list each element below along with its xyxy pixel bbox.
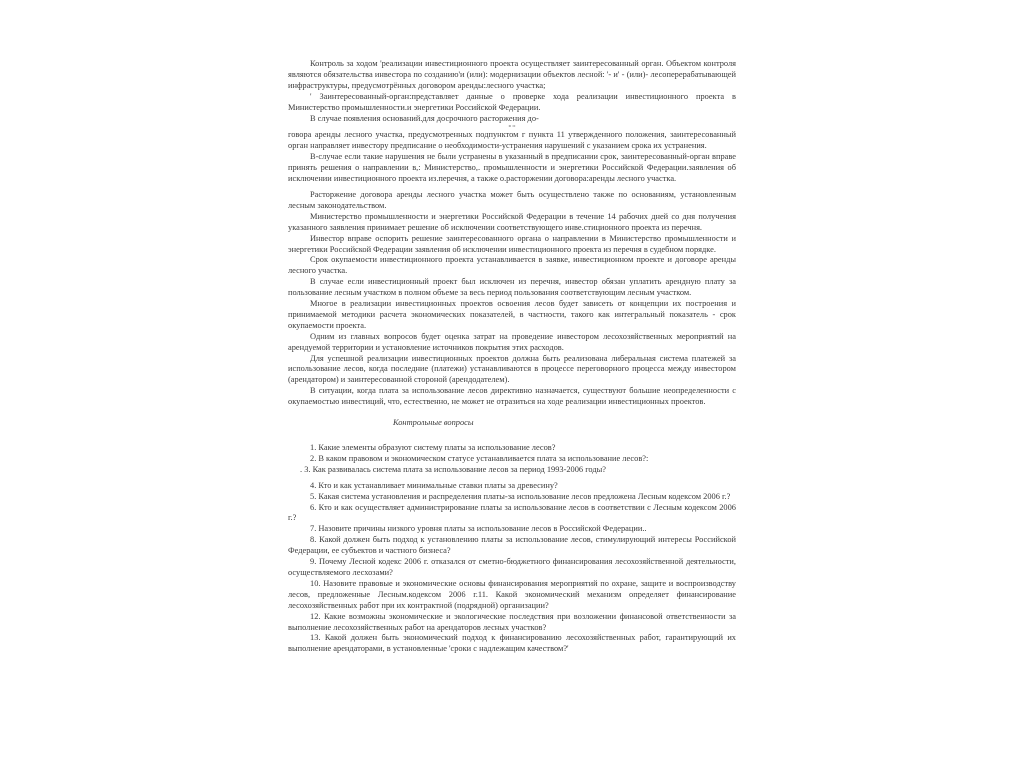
paragraph: Для успешной реализации инвестиционных проектов должна быть реализована либеральная система платежей за использование лесов, когда последние (платежи) устанавливаются в процессе переговорного процесса между инвестором (арендатором) и заинтересованной стороной (арендодателем). bbox=[288, 353, 736, 385]
question-item: 9. Почему Лесной кодекс 2006 г. отказался от сметно-бюджетного финансирования лесохозяйственной деятельности, осуществляемого лесхозами? bbox=[288, 557, 736, 577]
question-item: 6. Кто и как осуществляет администрирование платы за использование лесов в соответствии с Лесным кодексом 2006 г.? bbox=[288, 502, 736, 523]
section-heading: Контрольные вопросы bbox=[393, 418, 474, 428]
paragraph: В случае если инвестиционный проект был исключен из перечня, инвестор обязан уплатить арендную плату за пользование лесным участком в полном объеме за весь период пользования соответствующим лесным участком. bbox=[288, 277, 736, 298]
question-item: 8. Какой должен быть подход к установлению платы за использование лесов, стимулирующий интересы Российской Федерации, ее субъектов и частного бизнеса? bbox=[288, 535, 736, 556]
paragraph: Контроль за ходом 'реализации инвестиционного проекта осуществляет заинтересованный орган. Объектом контроля являются обязательства инвестора по созданию'и (или): модернизации объектов лесной: '- и' - (или)- лесоперерабатывающей инфраструктуры, предусмотрённых договором аренды:лесного участка; bbox=[288, 59, 736, 90]
paragraph: В-случае если такие нарушения не были устранены в указанный в предписании срок, заинтересованный-орган вправе принять решения о направлении в,: Министерство,. промышленности и энергетики Российской Федерации.заявления об исключении инвестиционного проекта из.перечня, а также о.расторжении договора:аренды лесного участка. bbox=[288, 152, 736, 184]
question-item: . 3. Как развивалась система плата за использование лесов за период 1993-2006 годы? bbox=[300, 464, 606, 474]
question-item: 5. Какая система установления и распределения платы-за использование лесов предложена Лесным кодексом 2006 г.? bbox=[310, 491, 731, 501]
question-item: 10. Назовите правовые и экономические основы финансирования мероприятий по охране, защите и воспроизводству лесов, предложенные Лесным.кодексом 2006 г.11. Какой экономический механизм определяет финансирование лесохозяйственных работ при их контрактной (подрядной) организации? bbox=[288, 578, 736, 610]
paragraph: Министерство промышленности и энергетики Российской Федерации в течение 14 рабочих дней со дня получения указанного заявления принимает решение об исключении соответствующего инве.стиционного проекта из перечня. bbox=[288, 211, 736, 232]
question-item: 1. Какие элементы образуют систему платы за использование лесов? bbox=[310, 443, 556, 452]
document-page bbox=[288, 59, 736, 655]
paragraph: В ситуации, когда плата за использование лесов директивно назначается, существуют большие неопределенности с окупаемостью инвестиций, что, естественно, не может не отразиться на ходе реализации инвестиционных проектов. bbox=[288, 386, 736, 407]
paragraph: В случае появления оснований.для досрочного расторжения до- bbox=[310, 113, 539, 123]
paragraph: говора аренды лесного участка, предусмотренных подпунктом г пункта 11 утвержденного положения, заинтересованный орган направляет инвестору предписание о необходимости-устранения нарушений с указанием срока их устранения. bbox=[288, 130, 736, 151]
question-item: 13. Какой должен быть экономический подход к финансированию лесохозяйственных работ, гарантирующий их выполнение арендаторами, в установленные 'сроки с надлежащим качеством?' bbox=[288, 633, 736, 654]
question-item: 4. Кто и как устанавливает минимальные ставки платы за древесину? bbox=[310, 480, 558, 490]
question-item: 2. В каком правовом и экономическом статусе устанавливается плата за использование лесов?: bbox=[310, 453, 649, 463]
scan-marks: » ›› bbox=[508, 124, 516, 130]
paragraph: Срок окупаемости инвестиционного проекта устанавливается в заявке, инвестиционном проекте и договоре аренды лесного участка. bbox=[288, 255, 736, 276]
paragraph: Инвестор вправе оспорить решение заинтересованного органа о направлении в Министерство промышленности и энергетики Российской Федерации заявления об исключении инвестиционного проекта из перечня в судебном порядке. bbox=[288, 233, 736, 254]
paragraph: Одним из главных вопросов будет оценка затрат на проведение инвестором лесохозяйственных мероприятий на арендуемой территории и установление источников покрытия этих расходов. bbox=[288, 331, 736, 352]
paragraph: Многое в реализации инвестиционных проектов освоения лесов будет зависеть от концепции их построения и принимаемой методики расчета экономических показателей, в частности, такого как интегральный показатель - срок окупаемости проекта. bbox=[288, 299, 736, 330]
paragraph: ' Заинтересованный-орган:представляет данные о проверке хода реализации инвестиционного проекта в Министерство промышленности.и энергетики Российской Федерации. bbox=[288, 91, 736, 112]
question-item: 7. Назовите причины низкого уровня платы за использование лесов в Российской Федерации.. bbox=[310, 524, 647, 534]
question-item: 12. Какие возможны экономические и экологические последствия при возложении финансовой ответственности за выполнение лесохозяйственных работ на арендаторов лесных участков? bbox=[288, 611, 736, 632]
paragraph: Расторжение договора аренды лесного участка может быть осуществлено также по основаниям, установленным лесным законодательством. bbox=[288, 189, 736, 210]
